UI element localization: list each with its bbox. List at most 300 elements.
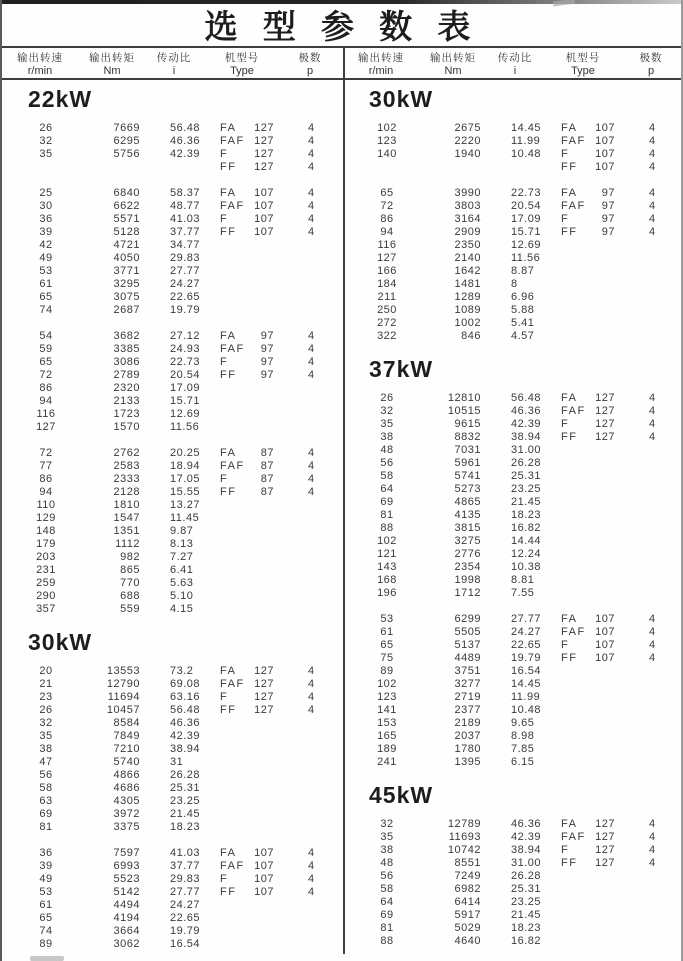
table-row (343, 392, 683, 405)
model-type-code (561, 444, 591, 457)
output-speed-cell: 26 (39, 704, 53, 716)
ratio-cell: 41.03 (170, 847, 201, 859)
output-torque-cell: 1642 (454, 265, 481, 277)
model-type-cell (561, 213, 615, 226)
table-row (2, 899, 343, 912)
table-row (2, 873, 343, 886)
output-torque-cell: 1112 (115, 538, 140, 550)
model-type-size (250, 730, 274, 743)
model-type-cell (561, 561, 615, 574)
model-type-code (220, 252, 250, 265)
poles-cell (615, 909, 649, 922)
output-torque-cell: 3682 (113, 330, 140, 342)
poles-cell: 4 (308, 200, 315, 212)
output-speed-cell: 89 (380, 665, 394, 677)
model-type-cell (561, 278, 615, 291)
model-type-size (250, 821, 274, 834)
poles-cell (615, 574, 649, 587)
model-type-cell (220, 265, 274, 278)
table-row (2, 551, 343, 564)
model-type-code: F (561, 844, 570, 856)
model-type-cell (561, 200, 615, 213)
output-torque-cell: 6993 (113, 860, 140, 872)
output-speed-cell: 26 (380, 392, 394, 404)
model-type-size: 107 (254, 226, 274, 238)
output-speed-cell: 81 (39, 821, 53, 833)
poles-cell (274, 408, 308, 421)
table-row (343, 678, 683, 691)
ratio-cell: 16.54 (170, 938, 201, 950)
model-type-code: FAF (561, 135, 586, 147)
poles-cell (615, 678, 649, 691)
poles-cell: 4 (308, 847, 315, 859)
model-type-code (220, 795, 250, 808)
model-type-code: FA (561, 122, 578, 134)
model-type-code: F (561, 639, 570, 651)
output-torque-cell: 3990 (454, 187, 481, 199)
output-torque-cell: 4686 (113, 782, 140, 794)
output-speed-cell: 121 (377, 548, 397, 560)
table-row (343, 122, 683, 135)
output-torque-cell: 2377 (454, 704, 481, 716)
ratio-cell: 5.88 (511, 304, 535, 316)
column-header-unit: Type (230, 65, 254, 77)
table-row (2, 213, 343, 226)
model-type-code (561, 522, 591, 535)
output-torque-cell: 6622 (113, 200, 140, 212)
table-row (2, 447, 343, 460)
ratio-cell: 19.79 (170, 304, 201, 316)
gear-ratio-block (2, 187, 343, 317)
output-speed-cell: 65 (39, 912, 53, 924)
model-type-code (220, 538, 250, 551)
column-header-r-min (2, 48, 78, 78)
model-type-cell (220, 356, 274, 369)
output-torque-cell: 2354 (454, 561, 481, 573)
output-torque-cell: 1998 (454, 574, 481, 586)
table-row (343, 574, 683, 587)
power-rating-heading: 22kW (28, 86, 93, 112)
output-speed-cell: 94 (39, 486, 53, 498)
table-row (2, 730, 343, 743)
ratio-cell: 19.79 (511, 652, 542, 664)
poles-cell (274, 577, 308, 590)
output-speed-cell: 140 (377, 148, 397, 160)
output-speed-cell: 129 (36, 512, 56, 524)
output-speed-cell: 75 (380, 652, 394, 664)
poles-cell: 4 (649, 831, 656, 843)
model-type-cell (561, 613, 615, 626)
power-section-22kW (2, 86, 343, 616)
model-type-code (220, 525, 250, 538)
model-type-size (591, 444, 615, 457)
output-speed-cell: 47 (39, 756, 53, 768)
model-type-code (561, 896, 591, 909)
model-type-cell (220, 408, 274, 421)
table-row (343, 613, 683, 626)
poles-cell (615, 265, 649, 278)
model-type-cell (220, 743, 274, 756)
model-type-size (591, 522, 615, 535)
model-type-size: 127 (595, 418, 615, 430)
gear-ratio-block (343, 818, 683, 948)
poles-cell (615, 756, 649, 769)
output-torque-cell: 10457 (106, 704, 140, 716)
output-speed-cell: 53 (39, 886, 53, 898)
model-type-code: F (220, 356, 229, 368)
ratio-cell: 12.69 (511, 239, 542, 251)
model-type-cell (561, 909, 615, 922)
output-speed-cell: 56 (39, 769, 53, 781)
model-type-code: FA (561, 818, 578, 830)
poles-cell (615, 291, 649, 304)
output-speed-cell: 89 (39, 938, 53, 950)
poles-cell: 4 (649, 639, 656, 651)
ratio-cell: 24.27 (170, 899, 201, 911)
model-type-cell (220, 278, 274, 291)
model-type-code (561, 265, 591, 278)
ratio-cell: 12.69 (170, 408, 201, 420)
model-type-size: 107 (254, 200, 274, 212)
model-type-size: 107 (595, 613, 615, 625)
table-row (343, 483, 683, 496)
model-type-size (591, 509, 615, 522)
model-type-size (250, 577, 274, 590)
output-torque-cell: 3751 (454, 665, 481, 677)
column-header-unit: Nm (444, 65, 462, 77)
ratio-cell: 16.82 (511, 522, 542, 534)
table-column-left (2, 80, 343, 961)
output-speed-cell: 148 (36, 525, 56, 537)
column-header-label: 传动比 (156, 52, 192, 64)
model-type-cell (220, 135, 274, 148)
power-rating-heading: 37kW (369, 356, 434, 382)
table-row (343, 756, 683, 769)
model-type-code: F (561, 148, 570, 160)
output-torque-cell: 1289 (454, 291, 481, 303)
output-torque-cell: 8551 (454, 857, 481, 869)
ratio-cell: 7.27 (170, 551, 194, 563)
model-type-code (561, 561, 591, 574)
output-speed-cell: 39 (39, 226, 53, 238)
model-type-code (220, 408, 250, 421)
output-torque-cell: 5128 (113, 226, 140, 238)
output-torque-cell: 5917 (454, 909, 481, 921)
model-type-size (250, 525, 274, 538)
output-torque-cell: 9615 (454, 418, 481, 430)
model-type-code: F (220, 148, 229, 160)
output-speed-cell: 35 (39, 730, 53, 742)
power-section-45kW (343, 782, 683, 948)
output-speed-cell: 53 (380, 613, 394, 625)
output-torque-cell: 4135 (454, 509, 481, 521)
model-type-size (250, 717, 274, 730)
ratio-cell: 25.31 (511, 470, 542, 482)
table-row (343, 135, 683, 148)
output-speed-cell: 127 (36, 421, 56, 433)
model-type-size: 87 (260, 460, 274, 472)
model-type-size (250, 564, 274, 577)
output-torque-cell: 5137 (454, 639, 481, 651)
model-type-code (561, 730, 591, 743)
model-type-cell (220, 460, 274, 473)
ratio-cell: 42.39 (511, 418, 542, 430)
ratio-cell: 10.38 (511, 561, 542, 573)
output-torque-cell: 4489 (454, 652, 481, 664)
ratio-cell: 27.77 (511, 613, 542, 625)
model-type-size: 107 (595, 122, 615, 134)
model-type-code (220, 278, 250, 291)
output-speed-cell: 250 (377, 304, 397, 316)
output-speed-cell: 143 (377, 561, 397, 573)
table-row (2, 678, 343, 691)
poles-cell (615, 587, 649, 600)
output-torque-cell: 2320 (113, 382, 140, 394)
table-row (343, 844, 683, 857)
model-type-cell (220, 447, 274, 460)
model-type-size (591, 291, 615, 304)
model-type-code (561, 665, 591, 678)
model-type-cell (561, 587, 615, 600)
ratio-cell: 11.56 (511, 252, 541, 264)
model-type-cell (561, 239, 615, 252)
ratio-cell: 42.39 (170, 148, 201, 160)
output-speed-cell: 102 (377, 535, 397, 547)
table-row (2, 148, 343, 161)
output-speed-cell: 65 (380, 187, 394, 199)
model-type-code: F (561, 213, 570, 225)
model-type-code: F (220, 873, 229, 885)
output-speed-cell: 74 (39, 925, 53, 937)
poles-cell: 4 (308, 122, 315, 134)
table-row (2, 122, 343, 135)
ratio-cell: 26.28 (511, 457, 542, 469)
model-type-cell (220, 304, 274, 317)
output-torque-cell: 7031 (454, 444, 481, 456)
model-type-cell (220, 525, 274, 538)
model-type-cell (561, 392, 615, 405)
poles-cell (615, 239, 649, 252)
ratio-cell: 11.99 (511, 691, 541, 703)
ratio-cell: 15.55 (170, 486, 201, 498)
table-row (2, 704, 343, 717)
output-speed-cell: 49 (39, 252, 53, 264)
model-type-size (591, 496, 615, 509)
output-speed-cell: 58 (39, 782, 53, 794)
model-type-size: 97 (601, 200, 615, 212)
model-type-cell (220, 330, 274, 343)
model-type-cell (561, 743, 615, 756)
ratio-cell: 38.94 (511, 844, 542, 856)
model-type-cell (561, 122, 615, 135)
poles-cell (274, 925, 308, 938)
model-type-code: FA (561, 392, 578, 404)
table-row (343, 405, 683, 418)
model-type-cell (561, 265, 615, 278)
poles-cell (615, 330, 649, 343)
output-torque-cell: 2350 (454, 239, 481, 251)
table-row (343, 330, 683, 343)
model-type-code (561, 756, 591, 769)
ratio-cell: 31.00 (511, 857, 542, 869)
poles-cell (274, 743, 308, 756)
output-torque-cell: 1547 (113, 512, 140, 524)
poles-cell (274, 382, 308, 395)
model-type-size: 107 (595, 639, 615, 651)
output-speed-cell: 153 (377, 717, 397, 729)
output-speed-cell: 86 (39, 473, 53, 485)
model-type-cell (220, 239, 274, 252)
output-torque-cell: 982 (120, 551, 140, 563)
model-type-size (250, 795, 274, 808)
model-type-size: 127 (254, 678, 274, 690)
output-speed-cell: 38 (380, 844, 394, 856)
output-torque-cell: 2789 (113, 369, 140, 381)
column-header-p (623, 48, 679, 78)
output-torque-cell: 3086 (113, 356, 140, 368)
ratio-cell: 46.36 (511, 818, 542, 830)
output-torque-cell: 7597 (113, 847, 140, 859)
output-speed-cell: 211 (377, 291, 397, 303)
ratio-cell: 27.77 (170, 265, 201, 277)
model-type-size (591, 704, 615, 717)
output-speed-cell: 86 (39, 382, 53, 394)
output-torque-cell: 1810 (113, 499, 140, 511)
ratio-cell: 5.63 (170, 577, 194, 589)
ratio-cell: 15.71 (170, 395, 201, 407)
model-type-size (250, 304, 274, 317)
poles-cell (274, 278, 308, 291)
output-speed-cell: 65 (39, 291, 53, 303)
model-type-cell (561, 470, 615, 483)
ratio-cell: 22.73 (170, 356, 201, 368)
table-row (343, 818, 683, 831)
table-row (2, 421, 343, 434)
poles-cell: 4 (308, 187, 315, 199)
output-torque-cell: 2675 (454, 122, 481, 134)
model-type-code (561, 509, 591, 522)
output-torque-cell: 5756 (113, 148, 140, 160)
output-torque-cell: 12810 (447, 392, 481, 404)
table-body (2, 80, 681, 961)
model-type-size (591, 317, 615, 330)
ratio-cell: 41.03 (170, 213, 201, 225)
output-torque-cell: 2762 (113, 447, 140, 459)
poles-cell (615, 483, 649, 496)
table-row (343, 561, 683, 574)
ratio-cell: 6.15 (511, 756, 535, 768)
ratio-cell: 20.25 (170, 447, 201, 459)
output-speed-cell: 26 (39, 122, 53, 134)
output-torque-cell: 1780 (454, 743, 481, 755)
ratio-cell: 6.41 (170, 564, 194, 576)
ratio-cell: 17.05 (170, 473, 201, 485)
table-row (343, 717, 683, 730)
model-type-cell (561, 483, 615, 496)
output-torque-cell: 12790 (106, 678, 140, 690)
table-row (343, 161, 683, 174)
model-type-code (561, 574, 591, 587)
model-type-cell (220, 795, 274, 808)
column-header-p (282, 48, 338, 78)
ratio-cell: 17.09 (170, 382, 201, 394)
model-type-size: 127 (254, 704, 274, 716)
output-speed-cell: 259 (36, 577, 56, 589)
model-type-size (250, 265, 274, 278)
model-type-size (250, 756, 274, 769)
poles-cell (615, 304, 649, 317)
table-row (343, 691, 683, 704)
output-speed-cell: 38 (380, 431, 394, 443)
output-speed-cell: 25 (39, 187, 53, 199)
table-row (2, 369, 343, 382)
ratio-cell: 8.98 (511, 730, 535, 742)
column-header-unit: Type (571, 65, 595, 77)
ratio-cell: 8 (511, 278, 518, 290)
output-torque-cell: 688 (120, 590, 140, 602)
table-row (343, 639, 683, 652)
model-type-code: FA (561, 187, 578, 199)
poles-cell (615, 704, 649, 717)
output-speed-cell: 127 (377, 252, 397, 264)
poles-cell: 4 (308, 447, 315, 459)
poles-cell: 4 (308, 135, 315, 147)
model-type-code: FA (220, 330, 237, 342)
table-row (343, 857, 683, 870)
output-torque-cell: 8584 (113, 717, 140, 729)
model-type-code (220, 577, 250, 590)
output-speed-cell: 69 (380, 496, 394, 508)
model-type-size (591, 278, 615, 291)
output-torque-cell: 2776 (454, 548, 481, 560)
output-torque-cell: 3275 (454, 535, 481, 547)
output-torque-cell: 11693 (448, 831, 481, 843)
model-type-code (220, 603, 250, 616)
model-type-size (591, 883, 615, 896)
model-type-size: 127 (595, 844, 615, 856)
model-type-size: 127 (595, 831, 615, 843)
model-type-size (591, 717, 615, 730)
model-type-size: 127 (595, 431, 615, 443)
model-type-size (250, 421, 274, 434)
output-torque-cell: 2140 (454, 252, 481, 264)
output-speed-cell: 56 (380, 870, 394, 882)
table-row (343, 922, 683, 935)
model-type-cell (561, 639, 615, 652)
output-speed-cell: 357 (36, 603, 56, 615)
model-type-size: 87 (260, 473, 274, 485)
output-torque-cell: 2133 (113, 395, 140, 407)
model-type-code (220, 743, 250, 756)
model-type-size: 97 (601, 226, 615, 238)
poles-cell (615, 870, 649, 883)
ratio-cell: 46.36 (170, 135, 201, 147)
ratio-cell: 42.39 (511, 831, 542, 843)
model-type-code (561, 457, 591, 470)
output-torque-cell: 1395 (454, 756, 481, 768)
table-row (343, 509, 683, 522)
table-row (2, 330, 343, 343)
table-row (343, 535, 683, 548)
model-type-cell (561, 756, 615, 769)
model-type-size (250, 899, 274, 912)
model-type-cell (561, 691, 615, 704)
output-torque-cell: 3164 (454, 213, 481, 225)
ratio-cell: 56.48 (170, 122, 201, 134)
ratio-cell: 7.85 (511, 743, 535, 755)
ratio-cell: 4.57 (511, 330, 535, 342)
model-type-cell (561, 678, 615, 691)
